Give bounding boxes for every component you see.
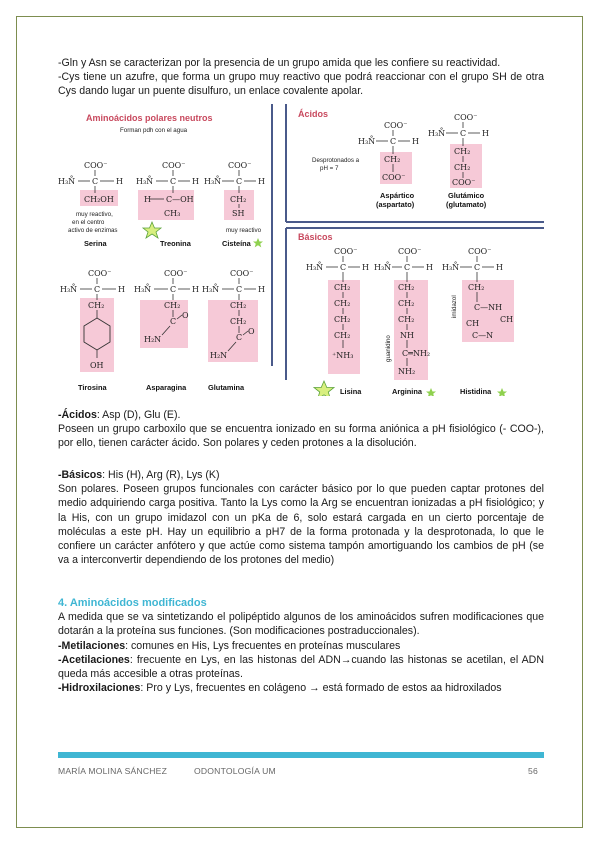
cysteine-note: muy reactivo bbox=[226, 227, 262, 234]
svg-text:O: O bbox=[182, 311, 189, 320]
footer-subject: ODONTOLOGÍA UM bbox=[194, 766, 276, 776]
page-number: 56 bbox=[528, 766, 538, 776]
tyrosine-name: Tirosina bbox=[78, 383, 107, 392]
svg-text:CH₂: CH₂ bbox=[468, 283, 485, 292]
basic-section bbox=[58, 468, 544, 567]
svg-text:C: C bbox=[170, 177, 177, 186]
acids-label: -Ácidos bbox=[58, 409, 97, 421]
glutamine-name: Glutamina bbox=[208, 383, 245, 392]
svg-text:COO⁻: COO⁻ bbox=[162, 161, 186, 170]
svg-text:H₃N̊: H₃N̊ bbox=[442, 263, 460, 272]
svg-text:pH = 7: pH = 7 bbox=[320, 165, 339, 172]
lysine-structure bbox=[306, 247, 369, 396]
svg-text:CH₂: CH₂ bbox=[334, 283, 351, 292]
basic-label: -Básicos bbox=[58, 469, 103, 481]
footer-author: MARÍA MOLINA SÁNCHEZ bbox=[58, 766, 168, 776]
svg-text:CH₂: CH₂ bbox=[230, 317, 247, 326]
star-icon bbox=[143, 222, 161, 238]
svg-text:CH: CH bbox=[466, 319, 480, 328]
svg-text:C—OH: C—OH bbox=[166, 195, 194, 204]
threonine-name: Treonina bbox=[160, 239, 191, 248]
aspartate-name: Aspártico bbox=[380, 191, 415, 200]
svg-text:OH: OH bbox=[90, 361, 104, 370]
svg-text:H: H bbox=[412, 137, 419, 146]
svg-text:CH₂: CH₂ bbox=[334, 331, 351, 340]
star-icon bbox=[253, 238, 263, 247]
svg-text:H: H bbox=[144, 195, 151, 204]
svg-text:en el centro: en el centro bbox=[72, 219, 105, 226]
svg-text:C: C bbox=[404, 263, 411, 272]
svg-text:H: H bbox=[192, 177, 199, 186]
svg-text:CH₂: CH₂ bbox=[398, 283, 415, 292]
svg-text:⁺NH₃: ⁺NH₃ bbox=[332, 351, 354, 360]
basic-list: : His (H), Arg (R), Lys (K) bbox=[102, 469, 220, 481]
svg-text:H: H bbox=[496, 263, 503, 272]
imidazol-label: imidazol bbox=[451, 295, 458, 318]
section-intro: A medida que se va sintetizando el polipéptido algunos de los aminoácidos sufren modificaciones que dotarán a la proteína sus funciones. (Son modificaciones postraduccionales). bbox=[58, 611, 544, 638]
svg-text:C: C bbox=[340, 263, 347, 272]
svg-text:CH: CH bbox=[500, 315, 514, 324]
svg-text:CH₂: CH₂ bbox=[164, 301, 181, 310]
cysteine-name: Cisteína bbox=[222, 239, 251, 248]
svg-text:H₃N̊: H₃N̊ bbox=[358, 137, 376, 146]
guanidino-label: guanidino bbox=[385, 335, 392, 362]
tyrosine-structure bbox=[60, 269, 125, 392]
svg-text:O: O bbox=[248, 327, 255, 336]
acids-title: Ácidos bbox=[298, 109, 329, 119]
svg-text:H₃N̊: H₃N̊ bbox=[58, 177, 76, 186]
basic-body: Son polares. Poseen grupos funcionales con carácter básico por lo que pueden captar protones del medio adquiriendo carga positiva. Tanto la Lys como la Arg se encuentran ionizadas a pH fisiológico; y la His, con un grupo imidazol con un pKa de 6, solo estará cargada en un cierto porcentaje de moléculas a este pH. Hay un equilibrio a pH7 de la forma protonada y la desprotonada, lo que le confiere un carácter anfótero y que actúe como sistema tampón amortiguando los cambios de pH (se va a interconvertir dependiendo de los protones del medio) bbox=[58, 483, 544, 567]
threonine-structure bbox=[136, 161, 199, 248]
lysine-name: Lisina bbox=[340, 387, 362, 396]
neutral-title: Aminoácidos polares neutros bbox=[86, 113, 213, 123]
svg-text:H₃N̊: H₃N̊ bbox=[60, 285, 78, 294]
histidine-structure bbox=[442, 247, 514, 396]
svg-text:CH₂: CH₂ bbox=[334, 299, 351, 308]
svg-text:CH₂: CH₂ bbox=[454, 147, 471, 156]
svg-text:CH₂: CH₂ bbox=[454, 163, 471, 172]
svg-text:CH₂: CH₂ bbox=[398, 315, 415, 324]
svg-text:C═NH₂: C═NH₂ bbox=[402, 349, 431, 358]
svg-text:C: C bbox=[236, 285, 243, 294]
svg-text:C: C bbox=[390, 137, 397, 146]
svg-text:H₃N̊: H₃N̊ bbox=[428, 129, 446, 138]
list-item: -Metilaciones: comunes en His, Lys frecuentes en proteínas musculares bbox=[58, 639, 401, 652]
basic-title: Básicos bbox=[298, 232, 333, 242]
svg-text:COO⁻: COO⁻ bbox=[228, 161, 252, 170]
svg-text:C: C bbox=[474, 263, 481, 272]
modified-aa-section bbox=[58, 596, 544, 695]
list-item: -Acetilaciones: frecuente en Lys, en las histonas del ADN→cuando las histonas se acetilan, el ADN queda más accesible a otras proteínas. bbox=[58, 653, 544, 681]
arginine-name: Arginina bbox=[392, 387, 422, 396]
acids-body: Poseen un grupo carboxilo que se encuentra ionizado en su forma aniónica a pH fisiológico (- COO-), por ello, tienen carácter ácido. Son polares y ceden protones a la disolución. bbox=[58, 423, 544, 450]
svg-text:H: H bbox=[192, 285, 199, 294]
glutamine-structure bbox=[202, 269, 265, 392]
intro-line-gln-asn: -Gln y Asn se caracterizan por la presencia de un grupo amida que les confiere su reactividad. bbox=[58, 57, 501, 69]
svg-text:H₃N̊: H₃N̊ bbox=[204, 177, 222, 186]
svg-text:H: H bbox=[116, 177, 123, 186]
star-icon bbox=[426, 388, 436, 396]
svg-text:C: C bbox=[94, 285, 101, 294]
svg-text:COO⁻: COO⁻ bbox=[164, 269, 188, 278]
svg-text:COO⁻: COO⁻ bbox=[454, 113, 478, 122]
amino-acid-figure bbox=[58, 104, 544, 396]
svg-text:H: H bbox=[482, 129, 489, 138]
asparagine-structure bbox=[134, 269, 199, 392]
svg-text:CH₂: CH₂ bbox=[334, 315, 351, 324]
svg-text:COO⁻: COO⁻ bbox=[382, 173, 406, 182]
section-heading: 4. Aminoácidos modificados bbox=[58, 597, 207, 609]
svg-text:H₂N: H₂N bbox=[144, 335, 162, 344]
acids-section bbox=[58, 408, 544, 451]
svg-text:CH₂: CH₂ bbox=[384, 155, 401, 164]
svg-text:COO⁻: COO⁻ bbox=[230, 269, 254, 278]
acids-list: : Asp (D), Glu (E). bbox=[96, 409, 181, 421]
svg-text:H₃N̊: H₃N̊ bbox=[306, 263, 324, 272]
star-icon bbox=[314, 381, 334, 396]
svg-text:C: C bbox=[236, 177, 243, 186]
svg-text:CH₃: CH₃ bbox=[164, 209, 181, 218]
svg-text:CH₂: CH₂ bbox=[230, 301, 247, 310]
svg-text:SH: SH bbox=[232, 209, 245, 218]
svg-text:COO⁻: COO⁻ bbox=[452, 178, 476, 187]
svg-text:H₃N̊: H₃N̊ bbox=[374, 263, 392, 272]
aspartate-structure bbox=[312, 121, 419, 209]
svg-text:muy reactivo,: muy reactivo, bbox=[76, 211, 113, 218]
list-item: -Hidroxilaciones: Pro y Lys, frecuentes en colágeno → está formado de estos aa hidroxilados bbox=[58, 682, 502, 695]
svg-text:C: C bbox=[236, 333, 243, 342]
svg-text:COO⁻: COO⁻ bbox=[384, 121, 408, 130]
svg-text:H: H bbox=[258, 177, 265, 186]
svg-text:COO⁻: COO⁻ bbox=[84, 161, 108, 170]
svg-text:NH: NH bbox=[400, 331, 414, 340]
svg-text:(glutamato): (glutamato) bbox=[446, 200, 487, 209]
svg-text:COO⁻: COO⁻ bbox=[468, 247, 492, 256]
cysteine-structure bbox=[204, 161, 265, 248]
svg-text:COO⁻: COO⁻ bbox=[334, 247, 358, 256]
svg-text:H₃N̊: H₃N̊ bbox=[136, 177, 154, 186]
svg-text:CH₂: CH₂ bbox=[230, 195, 247, 204]
svg-text:C: C bbox=[460, 129, 467, 138]
svg-text:H: H bbox=[258, 285, 265, 294]
svg-text:H: H bbox=[426, 263, 433, 272]
footer-bar bbox=[58, 752, 544, 758]
serine-structure bbox=[58, 161, 123, 248]
svg-text:H₃N̊: H₃N̊ bbox=[202, 285, 220, 294]
svg-text:COO⁻: COO⁻ bbox=[398, 247, 422, 256]
svg-text:CH₂OH: CH₂OH bbox=[84, 195, 114, 204]
svg-text:H: H bbox=[118, 285, 125, 294]
svg-text:H₃N̊: H₃N̊ bbox=[134, 285, 152, 294]
svg-text:C: C bbox=[92, 177, 99, 186]
svg-text:NH₂: NH₂ bbox=[398, 367, 416, 376]
svg-text:C—N: C—N bbox=[472, 331, 494, 340]
svg-text:C: C bbox=[170, 317, 177, 326]
svg-text:CH₂: CH₂ bbox=[88, 301, 105, 310]
neutral-subtitle: Forman pdh con el agua bbox=[120, 127, 188, 134]
svg-text:CH₂: CH₂ bbox=[398, 299, 415, 308]
svg-text:C—NH: C—NH bbox=[474, 303, 503, 312]
arginine-structure bbox=[374, 247, 436, 396]
intro-line-cys: -Cys tiene un azufre, que forma un grupo muy reactivo que podrá reaccionar con el grupo SH de otra Cys dando lugar un puente disulfuro, un enlace covalente apolar. bbox=[58, 71, 544, 98]
svg-text:COO⁻: COO⁻ bbox=[88, 269, 112, 278]
glutamate-structure bbox=[428, 113, 489, 209]
svg-text:H: H bbox=[362, 263, 369, 272]
intro-text bbox=[58, 56, 544, 99]
svg-text:Desprotonados a: Desprotonados a bbox=[312, 157, 360, 164]
svg-text:C: C bbox=[170, 285, 177, 294]
glutamate-name: Glutámico bbox=[448, 191, 485, 200]
svg-text:(aspartato): (aspartato) bbox=[376, 200, 415, 209]
asparagine-name: Asparagina bbox=[146, 383, 187, 392]
svg-text:H₂N: H₂N bbox=[210, 351, 228, 360]
svg-text:activo de enzimas: activo de enzimas bbox=[68, 227, 118, 234]
star-icon bbox=[497, 388, 507, 396]
serine-name: Serina bbox=[84, 239, 107, 248]
histidine-name: Histidina bbox=[460, 387, 492, 396]
